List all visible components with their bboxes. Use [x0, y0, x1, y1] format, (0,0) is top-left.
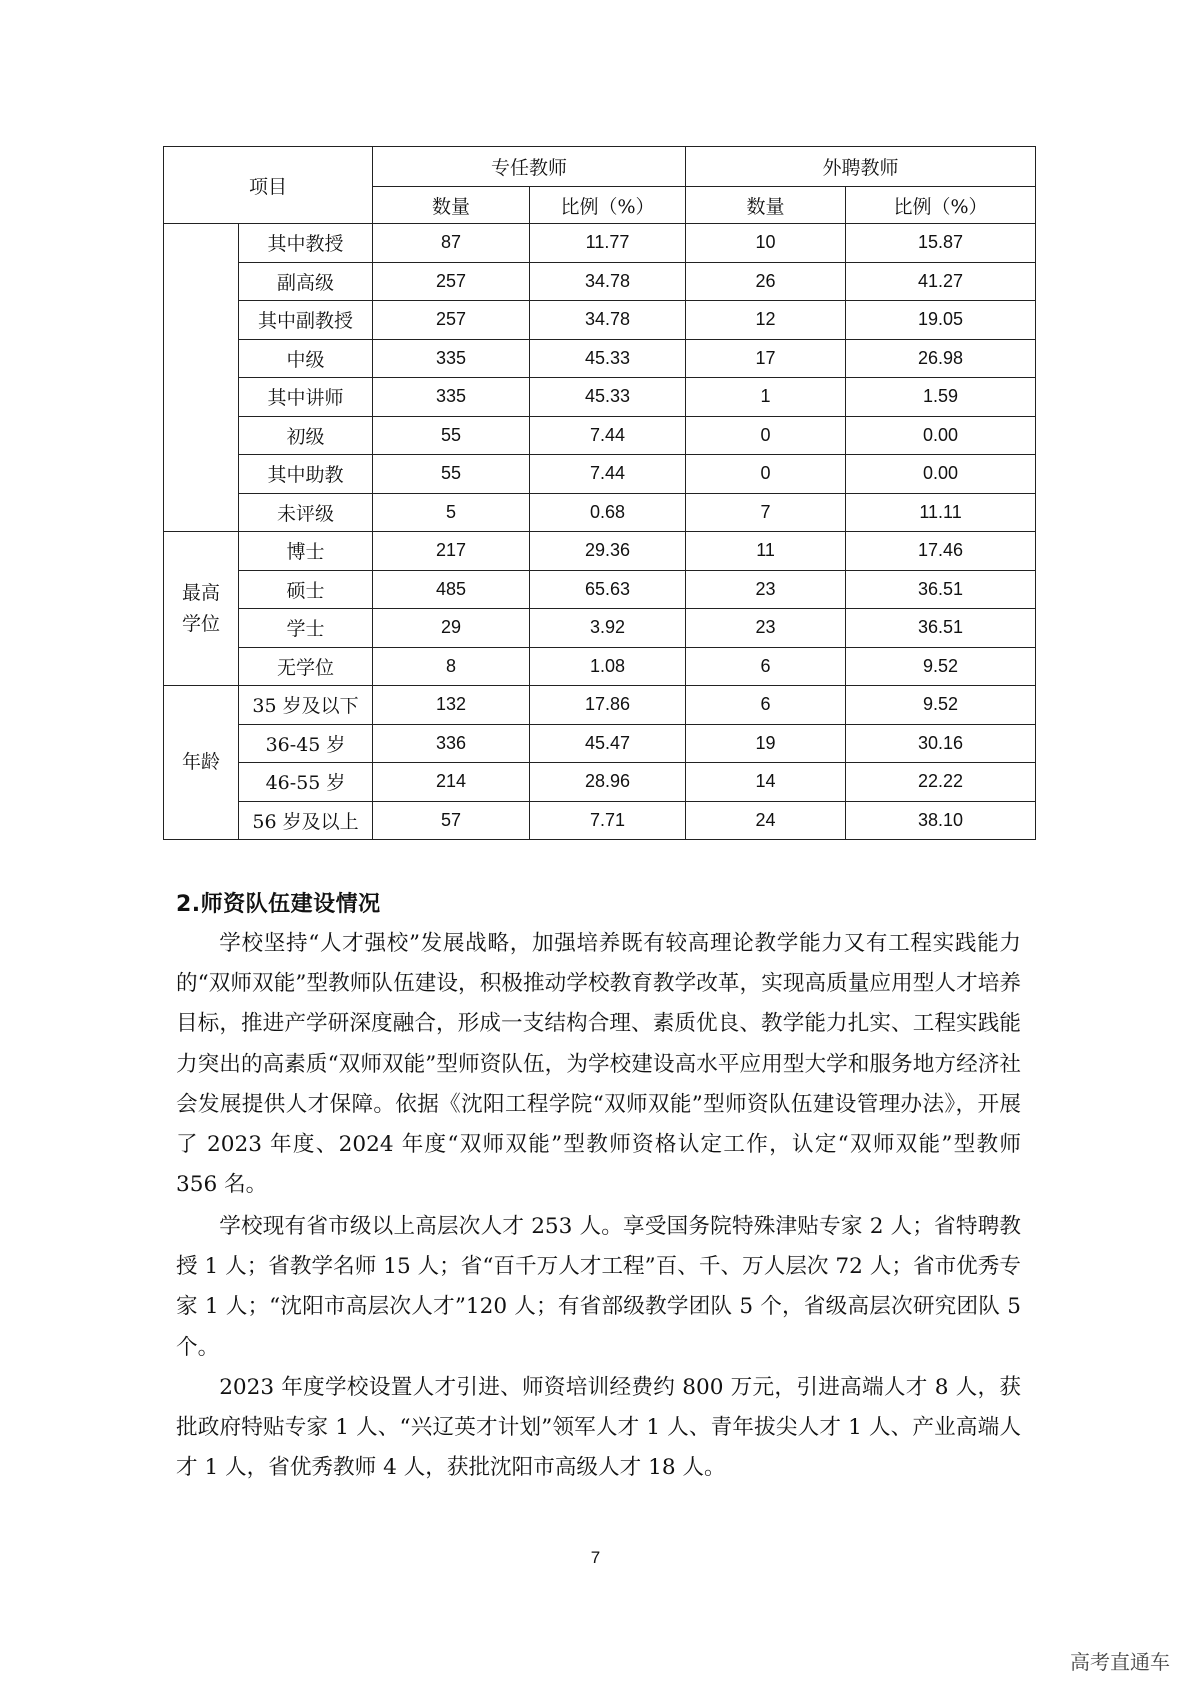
table-cell: 34.78 [530, 262, 686, 301]
table-cell: 1 [686, 378, 846, 417]
table-cell: 257 [373, 262, 530, 301]
table-cell: 0 [686, 455, 846, 494]
subheader-ratio: 比例（%） [846, 187, 1036, 224]
watermark: 高考直通车 [1070, 1650, 1170, 1674]
table-cell: 335 [373, 339, 530, 378]
table-cell: 55 [373, 455, 530, 494]
table-cell: 28.96 [530, 763, 686, 802]
table-cell: 22.22 [846, 763, 1036, 802]
subheader-count: 数量 [373, 187, 530, 224]
table-cell: 0.68 [530, 493, 686, 532]
table-cell: 29 [373, 609, 530, 648]
table-row [164, 224, 1036, 263]
page-number: 7 [590, 1548, 601, 1567]
header-item: 项目 [164, 147, 373, 224]
table-cell: 9.52 [846, 647, 1036, 686]
row-label: 其中助教 [239, 455, 373, 494]
table-row [164, 301, 1036, 340]
table-cell: 8 [373, 647, 530, 686]
table-cell: 15.87 [846, 224, 1036, 263]
table-row [164, 647, 1036, 686]
table-cell: 9.52 [846, 686, 1036, 725]
table-cell: 7.44 [530, 455, 686, 494]
table-row [164, 570, 1036, 609]
table-cell: 11.11 [846, 493, 1036, 532]
table-row [164, 763, 1036, 802]
group-title-cell [164, 224, 239, 532]
row-label: 中级 [239, 339, 373, 378]
table-cell: 19 [686, 724, 846, 763]
table-cell: 65.63 [530, 570, 686, 609]
group-age: 年龄 [164, 686, 239, 840]
table-cell: 335 [373, 378, 530, 417]
table-cell: 257 [373, 301, 530, 340]
paragraph: 2023 年度学校设置人才引进、师资培训经费约 800 万元，引进高端人才 8 人，获批政府特贴专家 1 人、“兴辽英才计划”领军人才 1 人、青年拔尖人才 1 人、产业高端人才 1 人，省优秀教师 4 人，获批沈阳市高级人才 18 人。 [176, 1375, 1021, 1481]
table-cell: 336 [373, 724, 530, 763]
table-cell: 0 [686, 416, 846, 455]
table-row [164, 609, 1036, 648]
table-cell: 12 [686, 301, 846, 340]
table-cell: 87 [373, 224, 530, 263]
row-label: 博士 [239, 532, 373, 571]
table-cell: 23 [686, 570, 846, 609]
table-cell: 34.78 [530, 301, 686, 340]
table-cell: 1.59 [846, 378, 1036, 417]
subheader-count: 数量 [686, 187, 846, 224]
table-cell: 19.05 [846, 301, 1036, 340]
table-cell: 7.71 [530, 801, 686, 840]
teacher-structure-table [163, 146, 1036, 840]
table-row [164, 686, 1036, 725]
row-label: 35 岁及以下 [239, 686, 373, 725]
row-label: 其中副教授 [239, 301, 373, 340]
table-cell: 29.36 [530, 532, 686, 571]
row-label: 副高级 [239, 262, 373, 301]
table-cell: 26.98 [846, 339, 1036, 378]
table-row [164, 532, 1036, 571]
group-highest-degree: 最高 学位 [164, 532, 239, 686]
row-label: 其中教授 [239, 224, 373, 263]
table-cell: 217 [373, 532, 530, 571]
table-cell: 26 [686, 262, 846, 301]
table-cell: 7.44 [530, 416, 686, 455]
row-label: 46-55 岁 [239, 763, 373, 802]
table-row [164, 339, 1036, 378]
table-cell: 17 [686, 339, 846, 378]
table-cell: 5 [373, 493, 530, 532]
table-cell: 57 [373, 801, 530, 840]
table-cell: 36.51 [846, 570, 1036, 609]
table-cell: 7 [686, 493, 846, 532]
table-cell: 14 [686, 763, 846, 802]
table-cell: 17.46 [846, 532, 1036, 571]
subheader-ratio: 比例（%） [530, 187, 686, 224]
table-cell: 1.08 [530, 647, 686, 686]
table-cell: 132 [373, 686, 530, 725]
table-cell: 55 [373, 416, 530, 455]
table-cell: 24 [686, 801, 846, 840]
table-row [164, 455, 1036, 494]
row-label: 初级 [239, 416, 373, 455]
row-label: 其中讲师 [239, 378, 373, 417]
table-cell: 30.16 [846, 724, 1036, 763]
table-cell: 6 [686, 647, 846, 686]
table-cell: 485 [373, 570, 530, 609]
row-label: 硕士 [239, 570, 373, 609]
table-cell: 17.86 [530, 686, 686, 725]
table-cell: 10 [686, 224, 846, 263]
table-row [164, 416, 1036, 455]
table-cell: 6 [686, 686, 846, 725]
table-cell: 11 [686, 532, 846, 571]
header-external-teachers: 外聘教师 [686, 147, 1036, 187]
row-label: 36-45 岁 [239, 724, 373, 763]
table-cell: 36.51 [846, 609, 1036, 648]
table-cell: 45.47 [530, 724, 686, 763]
table-cell: 0.00 [846, 416, 1036, 455]
paragraph: 学校现有省市级以上高层次人才 253 人。享受国务院特殊津贴专家 2 人；省特聘教授 1 人；省教学名师 15 人；省“百千万人才工程”百、千、万人层次 72 人；省市优秀专家 1 人；“沈阳市高层次人才”120 人；有省部级教学团队 5 个，省级高层次研究团队 5 个。 [176, 1214, 1021, 1360]
paragraph: 学校坚持“人才强校”发展战略，加强培养既有较高理论教学能力又有工程实践能力的“双师双能”型教师队伍建设，积极推动学校教育教学改革，实现高质量应用型人才培养目标，推进产学研深度融合，形成一支结构合理、素质优良、教学能力扎实、工程实践能力突出的高素质“双师双能”型师资队伍，为学校建设高水平应用型大学和服务地方经济社会发展提供人才保障。依据《沈阳工程学院“双师双能”型师资队伍建设管理办法》，开展了 2023 年度、2024 年度“双师双能”型教师资格认定工作，认定“双师双能”型教师 356 名。 [176, 931, 1021, 1198]
table-cell: 23 [686, 609, 846, 648]
table-cell: 45.33 [530, 378, 686, 417]
row-label: 56 岁及以上 [239, 801, 373, 840]
table-cell: 214 [373, 763, 530, 802]
table-row [164, 724, 1036, 763]
table-cell: 3.92 [530, 609, 686, 648]
header-full-time-teachers: 专任教师 [373, 147, 686, 187]
row-label: 未评级 [239, 493, 373, 532]
table-row [164, 378, 1036, 417]
row-label: 无学位 [239, 647, 373, 686]
table-row [164, 262, 1036, 301]
table-cell: 38.10 [846, 801, 1036, 840]
row-label: 学士 [239, 609, 373, 648]
table-cell: 41.27 [846, 262, 1036, 301]
table-cell: 45.33 [530, 339, 686, 378]
table-cell: 11.77 [530, 224, 686, 263]
table-cell: 0.00 [846, 455, 1036, 494]
table-row [164, 801, 1036, 840]
table-row [164, 493, 1036, 532]
section-title: 2.师资队伍建设情况 [176, 892, 381, 917]
